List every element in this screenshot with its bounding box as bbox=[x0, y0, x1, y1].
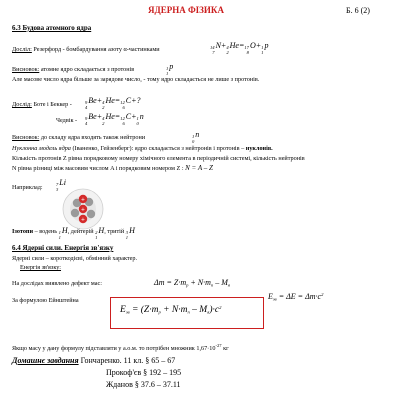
einstein-label: За формулою Ейнштейна bbox=[12, 297, 79, 304]
experiment-label: Досліл: bbox=[12, 46, 32, 53]
isotopes-title: Ізотопи bbox=[12, 228, 34, 235]
isotope-hydrogen-label: – водень bbox=[34, 228, 58, 235]
reaction-rutherford: 14 7 N+ 4 2 He= 17 8 O+ 1 1 p bbox=[210, 41, 269, 55]
page-title: ЯДЕРНА ФІЗИКА bbox=[148, 5, 224, 15]
nucleon-model-line3: N рівна різниці між масовим числом A і порядковим номером Z : N = A – Z bbox=[12, 164, 213, 172]
proton-symbol: 1 1 p bbox=[166, 62, 174, 76]
neutron-symbol: 1 0 n bbox=[192, 130, 200, 144]
svg-text:+: + bbox=[80, 207, 86, 213]
homework-line1 bbox=[12, 356, 175, 365]
model-line3-text: N рівна різниці між масовим числом A і порядковим номером Z : bbox=[12, 165, 184, 172]
chadwick-label: Чедвік - bbox=[56, 117, 78, 124]
homework-line2: Прокоф'єв § 192 – 195 bbox=[106, 368, 182, 377]
svg-text:+: + bbox=[80, 217, 86, 223]
amu-note: Якщо масу у дану формулу підставляти у а.о.м. то потрібен множник $1,67\cdot 10^{-27}$ кг bbox=[12, 343, 229, 352]
amu-note-text: Якщо масу у дану формулу підставляти у а.о.м. то потрібен множник 1,67·10 bbox=[12, 345, 216, 352]
nucleon-model-line2: Кількість протонів Z рівна порядковому номеру хімічного елемента в періодичній системі, кількість нейтронів bbox=[12, 155, 305, 162]
binding-energy-formula: $E_{зв} = (Z\cdot m_p + N\cdot m_n - M_я)\cdot c^2$ bbox=[120, 305, 222, 315]
model-italic: Нуклонна модель ядра bbox=[12, 145, 71, 152]
section-title-6-4: 6.4 Ядерні сили. Енергія зв'язку bbox=[12, 244, 114, 252]
example-label: Наприклад: bbox=[12, 184, 43, 191]
section-title-6-3: 6.3 Будова атомного ядра bbox=[12, 24, 92, 32]
reaction-bothe: 9 4 Be+ 4 2 He= 12 6 C+? bbox=[85, 96, 141, 110]
conclusion-label-2: Висновок: bbox=[12, 134, 40, 141]
page-number: Б. 6 (2) bbox=[346, 6, 370, 15]
binding-energy-label: Енергія зв'язку: bbox=[20, 264, 62, 271]
conclusion-text: атомне ядро складається з протонів bbox=[40, 66, 135, 73]
isotope-tritium-label: , тритій bbox=[104, 228, 125, 235]
experiment-label-2: Дослід: bbox=[12, 101, 32, 108]
lithium-symbol: 7 3 Li bbox=[56, 178, 66, 192]
experiment-bothe bbox=[12, 101, 72, 108]
svg-text:+: + bbox=[80, 197, 86, 203]
experiment-rutherford bbox=[12, 46, 160, 53]
isotopes-line: Ізотопи – водень 1 1 H, дейтерій 2 1 H, тритій 3 1 H bbox=[12, 226, 135, 240]
nuclear-forces-text: Ядерні сили – короткодієві, обмінний характер. bbox=[12, 255, 138, 262]
homework-line3: Жданов § 37.6 – 37.11 bbox=[106, 380, 181, 389]
einstein-formula: $E_{зв} = \Delta E = \Delta m\cdot c^2$ bbox=[268, 292, 324, 302]
experiment-text: Резерфорд - бомбардування азоту α-частинками bbox=[33, 46, 160, 53]
isotope-deuterium-label: , дейтерій bbox=[67, 228, 94, 235]
conclusion-text-2: до складу ядра входять також нейтрони bbox=[40, 134, 146, 141]
mass-defect-label: На дослідах виявлено дефект мас: bbox=[12, 280, 102, 287]
nucleon-model-line1 bbox=[12, 145, 273, 152]
homework-text-1: Гончаренко. 11 кл. § 65 – 67 bbox=[80, 356, 176, 365]
conclusion-label: Висновок: bbox=[12, 66, 40, 73]
reaction-chadwick: 9 4 Be+ 4 2 He= 12 6 C+ 1 0 n bbox=[85, 112, 144, 126]
homework-label: Домашнє завдання bbox=[12, 356, 79, 365]
conclusion-1-text2: Але масове число ядра більше за зарядове число, - тому ядро складається не лише з протонів. bbox=[12, 76, 260, 83]
conclusion-1 bbox=[12, 66, 134, 73]
model-bold: нуклонів. bbox=[245, 145, 273, 152]
model-text: (Іваненко, Гейзенберг): ядро складається з нейтронів і протонів – bbox=[72, 145, 245, 152]
mass-defect-formula: $\Delta m = Z\cdot m_p + N\cdot m_n - M_я$ bbox=[154, 278, 231, 288]
experiment-text-2: Боте і Беккер - bbox=[33, 101, 72, 108]
nucleus-illustration bbox=[62, 188, 104, 230]
conclusion-2 bbox=[12, 134, 145, 141]
